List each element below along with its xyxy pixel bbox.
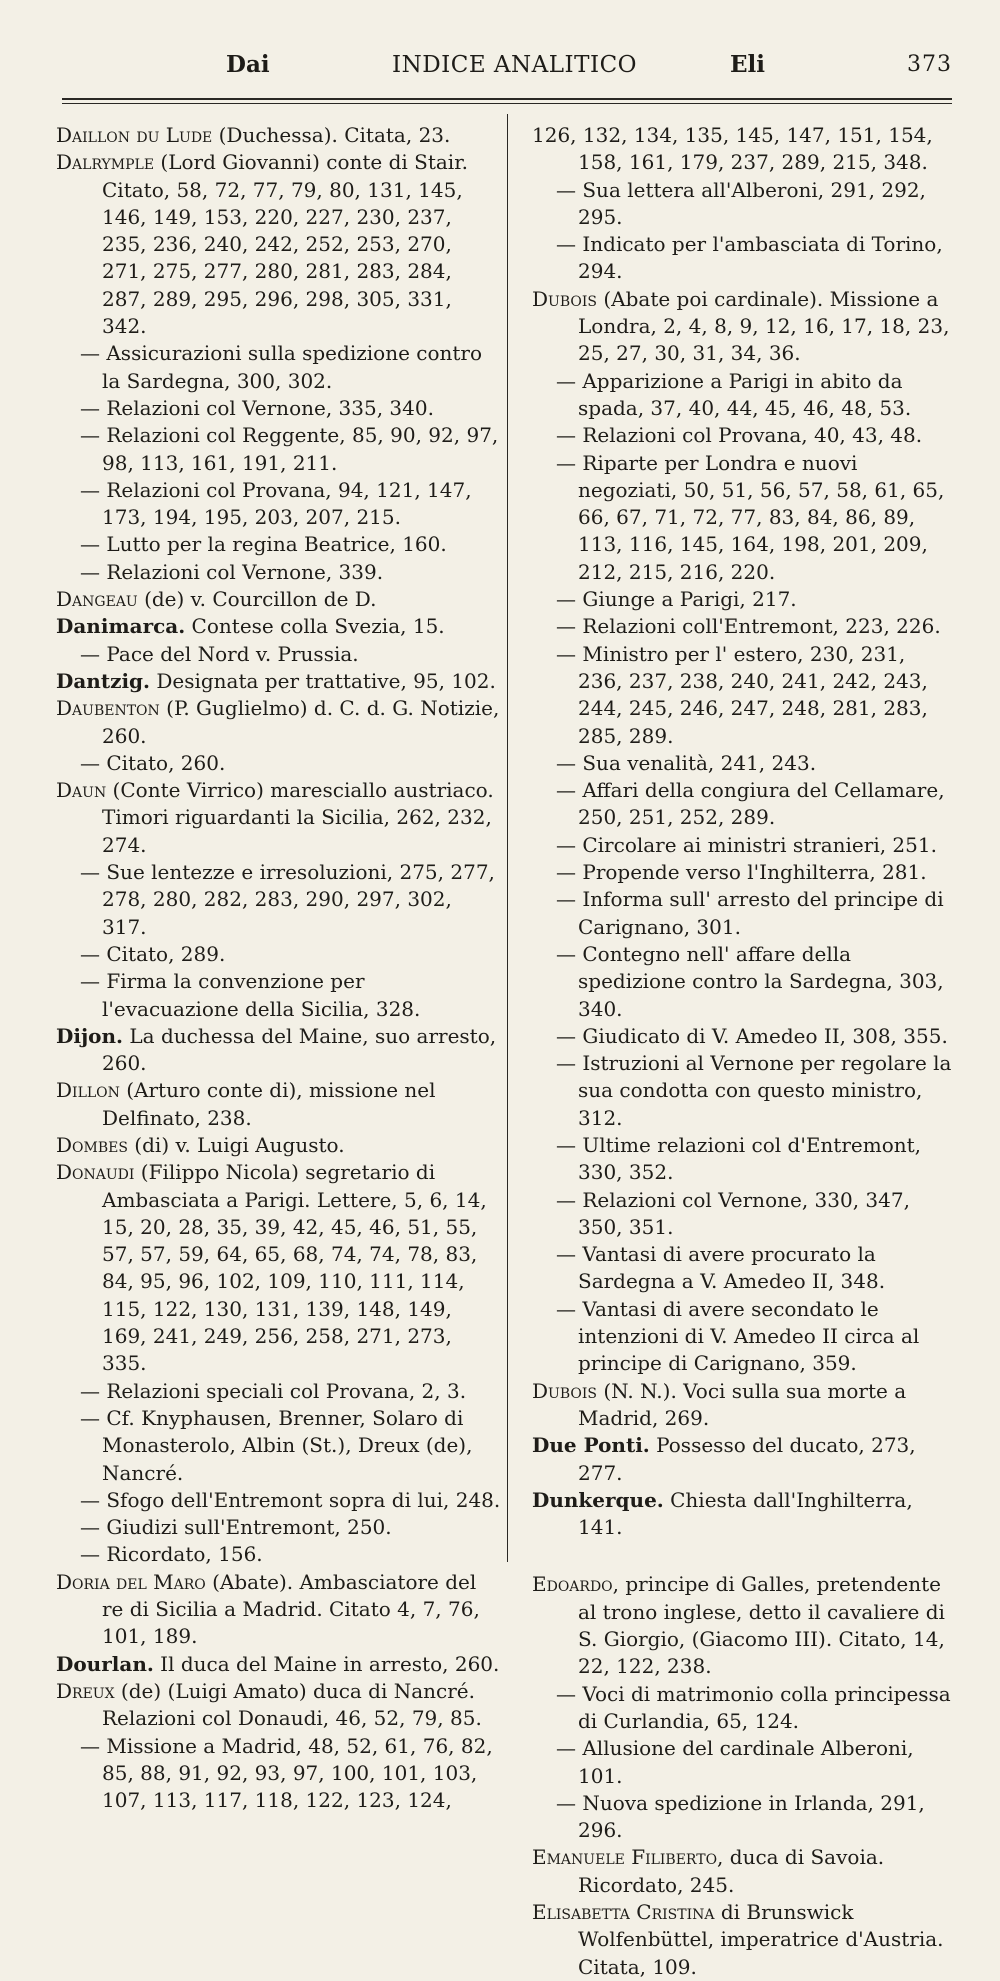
index-entry-heading: Elisabetta Cristina bbox=[532, 1900, 715, 1924]
index-subentry bbox=[532, 641, 952, 750]
index-entry-text: (Lord Giovanni) conte di Stair. Citato, 58, 72, 77, 79, 80, 131, 145, 146, 149, 153, 220, 227, 230, 237, 235, 236, 240, 242, 252, 253, 270, 271, 275, 277, 280, 281, 283, 284, 287, 289, 295, 296, 298, 305, 331, 342. bbox=[102, 150, 468, 339]
index-entry bbox=[56, 1077, 502, 1132]
index-subentry bbox=[56, 941, 502, 968]
index-subentry bbox=[56, 859, 502, 941]
index-entry-text: Designata per trattative, 95, 102. bbox=[149, 668, 496, 693]
index-entry-text: (Arturo conte di), missione nel Delfinato, 238. bbox=[102, 1078, 436, 1130]
index-entry-heading: Daun bbox=[56, 778, 107, 803]
index-entry-text: — Sue lentezze e irresoluzioni, 275, 277, 278, 280, 282, 283, 290, 297, 302, 317. bbox=[80, 860, 495, 939]
index-entry-text: (Filippo Nicola) segretario di Ambasciata a Parigi. Lettere, 5, 6, 14, 15, 20, 28, 35, 39, 42, 45, 46, 51, 55, 57, 57, 59, 64, 65, 68, 74, 74, 78, 83, 84, 95, 96, 102, 109, 110, 111, 114, 115, 122, 130, 131, 139, 148, 149, 169, 241, 249, 256, 258, 271, 273, 335. bbox=[102, 1160, 487, 1376]
index-entry-heading: Dillon bbox=[56, 1078, 120, 1103]
index-entry bbox=[532, 1487, 952, 1542]
index-entry-continuation bbox=[532, 122, 952, 177]
index-entry-heading: Dangeau bbox=[56, 587, 138, 612]
index-entry-text: — Nuova spedizione in Irlanda, 291, 296. bbox=[556, 1790, 925, 1843]
index-entry-text: — Sua venalità, 241, 243. bbox=[556, 750, 817, 775]
index-entry bbox=[532, 1844, 952, 1899]
index-entry-text: — Relazioni speciali col Provana, 2, 3. bbox=[80, 1378, 467, 1403]
index-entry-text: Contese colla Svezia, 15. bbox=[185, 614, 445, 639]
index-entry-text: — Relazioni col Vernone, 330, 347, 350, 351. bbox=[556, 1187, 910, 1239]
index-entry-text: — Ministro per l' estero, 230, 231, 236, 237, 238, 240, 241, 242, 243, 244, 245, 246, 247, 248, 281, 283, 285, 289. bbox=[556, 641, 928, 748]
index-entry-text: (Conte Virrico) maresciallo austriaco. Timori riguardanti la Sicilia, 262, 232, 274. bbox=[102, 778, 494, 857]
index-subentry bbox=[56, 395, 502, 422]
index-subentry bbox=[532, 1241, 952, 1296]
index-entry-text: — Informa sull' arresto del principe di Carignano, 301. bbox=[556, 887, 944, 939]
index-entry-text: — Relazioni col Provana, 94, 121, 147, 173, 194, 195, 203, 207, 215. bbox=[80, 477, 472, 530]
index-subentry bbox=[56, 750, 502, 777]
index-entry-text: (N. N.). Voci sulla sua morte a Madrid, 269. bbox=[578, 1378, 907, 1430]
index-subentry bbox=[56, 968, 502, 1023]
index-entry-text: — Sua lettera all'Alberoni, 291, 292, 295. bbox=[556, 177, 926, 229]
index-entry-heading: Dreux bbox=[56, 1678, 115, 1703]
index-entry-heading: Dantzig. bbox=[56, 668, 150, 693]
index-column-right bbox=[532, 122, 952, 1981]
header-left-word: Dai bbox=[226, 51, 270, 78]
index-entry-text: (de) v. Courcillon de D. bbox=[137, 587, 377, 612]
header-title: INDICE ANALITICO bbox=[392, 52, 638, 78]
index-subentry bbox=[532, 859, 952, 886]
index-entry-heading: Dubois bbox=[532, 1378, 597, 1403]
index-entry-text: — Riparte per Londra e nuovi negoziati, 50, 51, 56, 57, 58, 61, 65, 66, 67, 71, 72, 77, 83, 84, 86, 89, 113, 116, 145, 164, 198, 201, 209, 212, 215, 216, 220. bbox=[556, 450, 945, 584]
index-entry-text: — Istruzioni al Vernone per regolare la sua condotta con questo ministro, 312. bbox=[556, 1051, 952, 1130]
index-entry-text: — Citato, 260. bbox=[80, 750, 226, 775]
index-subentry bbox=[56, 477, 502, 532]
index-subentry bbox=[532, 1681, 952, 1736]
index-entry-text: , duca di Savoia. Ricordato, 245. bbox=[578, 1845, 885, 1897]
index-entry-text: — Voci di matrimonio colla principessa di Curlandia, 65, 124. bbox=[556, 1681, 951, 1733]
index-subentry bbox=[532, 750, 952, 777]
index-subentry bbox=[532, 1187, 952, 1242]
index-entry bbox=[532, 1378, 952, 1433]
index-entry-text: (P. Guglielmo) d. C. d. G. Notizie, 260. bbox=[102, 696, 500, 748]
index-entry-text: La duchessa del Maine, suo arresto, 260. bbox=[102, 1023, 497, 1076]
index-entry-text: (di) v. Luigi Augusto. bbox=[127, 1132, 345, 1157]
index-entry-text: — Lutto per la regina Beatrice, 160. bbox=[80, 532, 447, 557]
index-subentry bbox=[532, 1132, 952, 1187]
index-subentry bbox=[532, 177, 952, 232]
index-entry bbox=[56, 122, 502, 149]
index-subentry bbox=[56, 1405, 502, 1487]
index-entry-heading: Dubois bbox=[532, 286, 597, 311]
index-entry-text: — Apparizione a Parigi in abito da spada, 37, 40, 44, 45, 46, 48, 53. bbox=[556, 368, 912, 420]
index-entry-text: — Relazioni col Vernone, 339. bbox=[80, 559, 384, 584]
index-entry-text: — Pace del Nord v. Prussia. bbox=[80, 641, 359, 666]
index-subentry bbox=[532, 231, 952, 286]
index-subentry bbox=[532, 422, 952, 449]
index-entry bbox=[56, 1159, 502, 1377]
index-entry-text: — Firma la convenzione per l'evacuazione della Sicilia, 328. bbox=[80, 969, 421, 1021]
index-subentry bbox=[532, 586, 952, 613]
index-subentry bbox=[532, 1296, 952, 1378]
index-entry-text: — Relazioni col Reggente, 85, 90, 92, 97, 98, 113, 161, 191, 211. bbox=[80, 423, 499, 475]
index-subentry bbox=[56, 559, 502, 586]
running-header bbox=[62, 48, 952, 88]
index-entry-heading: Daubenton bbox=[56, 696, 160, 721]
index-subentry bbox=[532, 886, 952, 941]
index-entry-text: — Affari della congiura del Cellamare, 250, 251, 252, 289. bbox=[556, 778, 945, 830]
index-entry-text: — Citato, 289. bbox=[80, 941, 226, 966]
index-entry-heading: Dourlan. bbox=[56, 1651, 154, 1676]
index-entry-text: — Relazioni col Vernone, 335, 340. bbox=[80, 395, 434, 420]
index-subentry bbox=[532, 450, 952, 586]
header-rule-thin bbox=[62, 103, 952, 104]
index-entry-text: — Relazioni coll'Entremont, 223, 226. bbox=[556, 614, 941, 639]
index-entry-text: — Sfogo dell'Entremont sopra di lui, 248. bbox=[80, 1487, 501, 1512]
index-entry-text: (Abate). Ambasciatore del re di Sicilia a Madrid. Citato 4, 7, 76, 101, 189. bbox=[102, 1569, 480, 1649]
index-entry-text: Possesso del ducato, 273, 277. bbox=[578, 1433, 916, 1485]
index-subentry bbox=[56, 1378, 502, 1405]
index-entry-text: — Allusione del cardinale Alberoni, 101. bbox=[556, 1736, 914, 1788]
index-entry-heading: Dunkerque. bbox=[532, 1487, 664, 1512]
index-entry-heading: Danimarca. bbox=[56, 614, 186, 639]
index-entry-text: — Propende verso l'Inghilterra, 281. bbox=[556, 860, 927, 885]
index-entry bbox=[56, 777, 502, 859]
index-subentry bbox=[56, 1487, 502, 1514]
index-entry-text: Il duca del Maine in arresto, 260. bbox=[153, 1651, 500, 1676]
index-entry bbox=[56, 149, 502, 340]
index-entry bbox=[56, 668, 502, 695]
index-entry-text: — Missione a Madrid, 48, 52, 61, 76, 82, 85, 88, 91, 92, 93, 97, 100, 101, 103, 107, 113, 117, 118, 122, 123, 124, bbox=[80, 1733, 493, 1813]
index-entry bbox=[532, 1571, 952, 1680]
index-entry bbox=[532, 286, 952, 368]
index-entry-heading: Due Ponti. bbox=[532, 1433, 650, 1458]
index-entry-text: — Vantasi di avere procurato la Sardegna a V. Amedeo II, 348. bbox=[556, 1242, 886, 1294]
index-entry bbox=[56, 1132, 502, 1159]
index-entry-heading: Dijon. bbox=[56, 1023, 124, 1048]
index-subentry bbox=[532, 941, 952, 1023]
index-entry bbox=[56, 613, 502, 640]
index-entry-text: — Ricordato, 156. bbox=[80, 1542, 263, 1567]
index-entry-text: — Contegno nell' affare della spedizione contro la Sardegna, 303, 340. bbox=[556, 941, 944, 1021]
index-entry-text: — Cf. Knyphausen, Brenner, Solaro di Monasterolo, Albin (St.), Dreux (de), Nancré. bbox=[80, 1405, 473, 1485]
index-subentry bbox=[56, 1733, 502, 1815]
index-subentry bbox=[532, 1735, 952, 1790]
header-right-word: Eli bbox=[730, 51, 766, 78]
index-entry-text: , principe di Galles, pretendente al trono inglese, detto il cavaliere di S. Giorgio, (Giacomo III). Citato, 14, 22, 122, 238. bbox=[578, 1572, 945, 1679]
index-entry-text: — Giudicato di V. Amedeo II, 308, 355. bbox=[556, 1023, 948, 1048]
index-subentry bbox=[532, 368, 952, 423]
index-subentry bbox=[532, 777, 952, 832]
index-entry bbox=[56, 1678, 502, 1733]
header-rule-thick bbox=[62, 98, 952, 100]
index-entry bbox=[532, 1899, 952, 1981]
index-entry-heading: Edoardo bbox=[532, 1572, 613, 1597]
index-subentry bbox=[56, 641, 502, 668]
index-entry-text: — Giunge a Parigi, 217. bbox=[556, 587, 797, 612]
index-entry-text: di Brunswick Wolfenbüttel, imperatrice d'Austria. Citata, 109. bbox=[578, 1900, 944, 1979]
index-entry-text: — Giudizi sull'Entremont, 250. bbox=[80, 1515, 392, 1540]
index-subentry bbox=[532, 1023, 952, 1050]
index-entry bbox=[56, 1651, 502, 1678]
index-entry-text: (Duchessa). Citata, 23. bbox=[212, 123, 451, 147]
index-subentry bbox=[56, 1541, 502, 1568]
column-divider bbox=[507, 114, 508, 1562]
index-entry-text: — Ultime relazioni col d'Entremont, 330, 352. bbox=[556, 1132, 922, 1185]
index-subentry bbox=[532, 613, 952, 640]
index-entry bbox=[56, 695, 502, 750]
section-gap bbox=[532, 1541, 952, 1571]
index-entry-heading: Emanuele Filiberto bbox=[532, 1845, 718, 1870]
index-subentry bbox=[56, 1514, 502, 1541]
index-entry-heading: Donaudi bbox=[56, 1160, 135, 1185]
index-entry-text: 126, 132, 134, 135, 145, 147, 151, 154, 158, 161, 179, 237, 289, 215, 348. bbox=[532, 123, 933, 175]
index-entry-heading: Doria del Maro bbox=[56, 1569, 206, 1594]
index-entry-heading: Dombes bbox=[56, 1132, 128, 1157]
index-entry-text: (Abate poi cardinale). Missione a Londra, 2, 4, 8, 9, 12, 16, 17, 18, 23, 25, 27, 30, 31, 34, 36. bbox=[578, 286, 950, 366]
index-entry bbox=[56, 1569, 502, 1651]
index-entry-text: — Relazioni col Provana, 40, 43, 48. bbox=[556, 423, 923, 448]
index-entry-text: Chiesta dall'Inghilterra, 141. bbox=[578, 1487, 913, 1540]
index-entry-heading: Dalrymple bbox=[56, 150, 155, 175]
index-column-left bbox=[56, 122, 502, 1814]
index-subentry bbox=[532, 1050, 952, 1132]
index-entry bbox=[532, 1432, 952, 1487]
index-subentry bbox=[56, 531, 502, 558]
index-subentry bbox=[532, 1790, 952, 1845]
index-entry-heading: Daillon du Lude bbox=[56, 123, 213, 147]
index-entry-text: — Indicato per l'ambasciata di Torino, 294. bbox=[556, 232, 943, 284]
index-subentry bbox=[56, 340, 502, 395]
index-subentry bbox=[532, 832, 952, 859]
index-entry-text: — Circolare ai ministri stranieri, 251. bbox=[556, 832, 937, 857]
index-subentry bbox=[56, 422, 502, 477]
index-entry-text: — Assicurazioni sulla spedizione contro la Sardegna, 300, 302. bbox=[80, 341, 483, 393]
index-entry-text: (de) (Luigi Amato) duca di Nancré. Relazioni col Donaudi, 46, 52, 79, 85. bbox=[102, 1678, 482, 1731]
page-number: 373 bbox=[907, 52, 952, 77]
index-entry bbox=[56, 1023, 502, 1078]
index-entry-text: — Vantasi di avere secondato le intenzioni di V. Amedeo II circa al principe di Carignano, 359. bbox=[556, 1296, 920, 1376]
index-entry bbox=[56, 586, 502, 613]
